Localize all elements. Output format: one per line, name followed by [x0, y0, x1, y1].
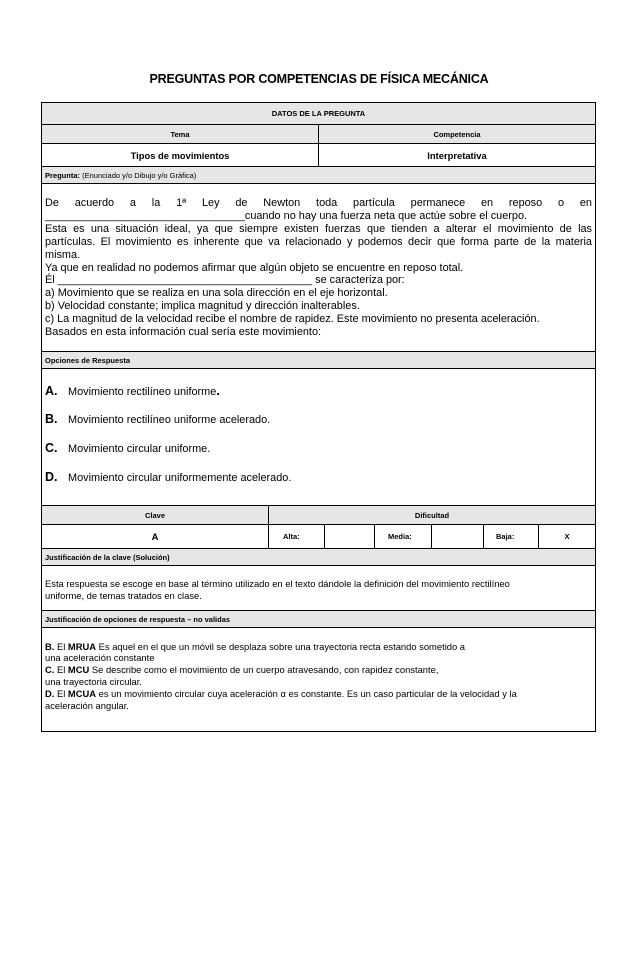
baja-label: Baja: [483, 525, 538, 548]
baja-value: X [538, 525, 595, 548]
option-text: Movimiento circular uniformemente acelerado. [68, 471, 292, 484]
justif-d-abbr: MCUA [67, 687, 97, 699]
tema-value: Tipos de movimientos [130, 150, 230, 161]
justif-b-line [45, 641, 592, 653]
justif-b-text: Es aquel en el que un móvil se desplaza sobre una trayectoria recta estando sometido a [96, 640, 466, 652]
statement-line: Basados en esta información cual sería este movimiento: [45, 326, 322, 339]
statement-line: b) Velocidad constante; implica magnitud y dirección inalterables. [45, 300, 360, 313]
statement-line: Él __________________________________________ se caracteriza por: [45, 274, 405, 287]
alta-value [324, 525, 374, 548]
dificultad-label: Dificultad [268, 506, 595, 524]
pregunta-header [42, 166, 595, 183]
justif-c-abbr: MCU [67, 664, 90, 676]
media-value [431, 525, 483, 548]
justif-b-el: El [54, 640, 68, 652]
statement-line: Ya que en realidad no podemos afirmar que algún objeto se encuentre en reposo total. [45, 261, 464, 274]
statement-line: Esta es una situación ideal, ya que siempre existen fuerzas que tienden a alterar el movimiento de las [45, 222, 592, 235]
justif-c-line [45, 664, 592, 676]
clave-dificultad-header [42, 505, 595, 524]
justificacion-line: uniforme, de temas tratados en clase. [45, 589, 202, 601]
option-text: Movimiento rectilíneo uniforme [68, 385, 217, 398]
justif-c-line2: una trayectoria circular. [45, 675, 142, 687]
option-letter: A. [45, 383, 58, 398]
alta-label: Alta: [268, 525, 324, 548]
pregunta-label: Pregunta: [45, 171, 81, 180]
option-text: Movimiento circular uniforme. [68, 442, 211, 455]
justif-d-line2: aceleración angular. [45, 699, 129, 711]
option-text: Movimiento rectilíneo uniforme acelerado. [68, 413, 271, 426]
page-title: PREGUNTAS POR COMPETENCIAS DE FÍSICA MECÁNICA [149, 72, 489, 86]
answer-options [42, 368, 595, 505]
justif-b-line2: una aceleración constante [45, 652, 155, 664]
option-a [45, 383, 592, 412]
justif-c-el: El [54, 664, 68, 676]
option-suffix: . [216, 382, 220, 398]
statement-line: a) Movimiento que se realiza en una sola dirección en el eje horizontal. [45, 287, 388, 300]
pregunta-hint: (Enunciado y/o Dibujo y/o Gráfica) [82, 171, 197, 180]
justif-d-line [45, 688, 592, 700]
competencia-label: Competencia [318, 125, 595, 143]
option-b [45, 412, 592, 441]
section-header-datos: DATOS DE LA PREGUNTA [42, 103, 595, 124]
tema-competencia-values [42, 143, 595, 166]
justif-c-letter: C. [45, 664, 55, 676]
statement-line: partículas. El movimiento es inherente que va relacionado y podemos decir que forma parte de la materia [45, 235, 592, 248]
justificacion-text [42, 565, 595, 610]
clave-label: Clave [144, 510, 165, 520]
option-c [45, 441, 592, 470]
justificacion-line: Esta respuesta se escoge en base al término utilizado en el texto dándole la definición del movimiento rectilíneo [45, 577, 510, 589]
justif-d-text: es un movimiento circular cuya aceleración α es constante. Es un caso particular de la velocidad y la [96, 687, 517, 699]
justif-b-abbr: MRUA [67, 640, 97, 652]
justificacion-header: Justificación de la clave (Solución) [42, 548, 595, 565]
statement-line: c) La magnitud de la velocidad recibe el nombre de rapidez. Este movimiento no presenta aceleración. [45, 313, 540, 326]
opciones-header: Opciones de Respuesta [42, 351, 595, 368]
statement-line: misma. [45, 248, 81, 261]
justif-b-letter: B. [45, 640, 55, 652]
competencia-value: Interpretativa [318, 144, 595, 166]
statement-line: De acuerdo a la 1ª Ley de Newton toda partícula permanece en reposo o en [45, 197, 592, 209]
statement-line: _________________________________cuando no hay una fuerza neta que actúe sobre el cuerpo. [45, 209, 528, 222]
justif-opciones-text [42, 627, 595, 731]
option-d [45, 470, 592, 499]
justif-c-text: Se describe como el movimiento de un cuerpo atravesando, con rapidez constante, [89, 664, 439, 676]
clave-dificultad-values [42, 524, 595, 548]
tema-competencia-header [42, 124, 595, 143]
option-letter: B. [45, 411, 58, 426]
justif-d-el: El [54, 687, 68, 699]
justif-d-letter: D. [45, 687, 55, 699]
question-statement [42, 183, 595, 351]
clave-value: A [151, 530, 159, 542]
question-form [41, 102, 596, 732]
option-letter: C. [45, 440, 58, 455]
tema-label: Tema [170, 130, 190, 139]
option-letter: D. [45, 469, 58, 484]
justif-opciones-header: Justificación de opciones de respuesta – no validas [42, 610, 595, 627]
media-label: Media: [374, 525, 431, 548]
